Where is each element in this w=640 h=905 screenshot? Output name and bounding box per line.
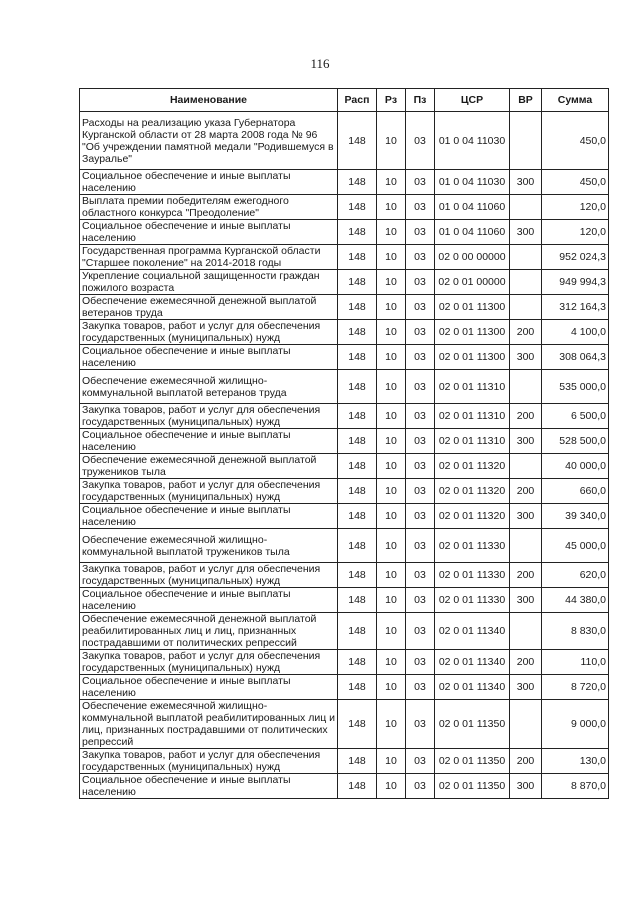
table-row [80,529,609,563]
table-row [80,479,609,504]
row-pz: 03 [406,454,435,479]
row-sum: 110,0 [542,650,609,675]
row-csr: 02 0 01 11340 [435,650,510,675]
row-csr: 02 0 01 11310 [435,370,510,404]
row-name: Социальное обеспечение и иные выплаты населению [80,345,338,370]
row-sum: 450,0 [542,112,609,170]
table-row [80,588,609,613]
row-sum: 9 000,0 [542,700,609,749]
row-rz: 10 [377,170,406,195]
row-rz: 10 [377,404,406,429]
row-sum: 120,0 [542,220,609,245]
row-vr [510,370,542,404]
row-pz: 03 [406,370,435,404]
row-pz: 03 [406,195,435,220]
row-pz: 03 [406,404,435,429]
table-row [80,345,609,370]
row-csr: 02 0 01 11320 [435,479,510,504]
row-vr [510,454,542,479]
row-csr: 02 0 01 11350 [435,774,510,799]
row-name: Выплата премии победителям ежегодного областного конкурса "Преодоление" [80,195,338,220]
table-row [80,245,609,270]
row-name: Закупка товаров, работ и услуг для обеспечения государственных (муниципальных) нужд [80,650,338,675]
row-rasp: 148 [338,245,377,270]
row-sum: 40 000,0 [542,454,609,479]
table-row [80,454,609,479]
table-row [80,675,609,700]
row-name: Обеспечение ежемесячной денежной выплатой ветеранов труда [80,295,338,320]
row-pz: 03 [406,295,435,320]
table-row [80,504,609,529]
row-rz: 10 [377,295,406,320]
row-rz: 10 [377,700,406,749]
row-sum: 8 720,0 [542,675,609,700]
row-pz: 03 [406,749,435,774]
row-name: Расходы на реализацию указа Губернатора Курганской области от 28 марта 2008 года № 96 "Об учреждении памятной медали "Родившемуся в Зауралье" [80,112,338,170]
row-rasp: 148 [338,479,377,504]
header-pz: Пз [406,89,435,112]
row-sum: 450,0 [542,170,609,195]
header-sum: Сумма [542,89,609,112]
row-csr: 02 0 01 11300 [435,345,510,370]
row-name: Обеспечение ежемесячной денежной выплатой реабилитированных лиц и лиц, признанных пострадавшими от политических репрессий [80,613,338,650]
row-rz: 10 [377,112,406,170]
row-csr: 02 0 01 11300 [435,295,510,320]
table-row [80,220,609,245]
row-rz: 10 [377,650,406,675]
row-pz: 03 [406,504,435,529]
row-csr: 01 0 04 11030 [435,112,510,170]
row-sum: 120,0 [542,195,609,220]
row-csr: 02 0 01 11330 [435,588,510,613]
row-rasp: 148 [338,370,377,404]
row-name: Государственная программа Курганской области "Старшее поколение" на 2014-2018 годы [80,245,338,270]
row-rasp: 148 [338,529,377,563]
row-sum: 8 870,0 [542,774,609,799]
row-vr: 200 [510,479,542,504]
row-rz: 10 [377,429,406,454]
row-vr: 200 [510,749,542,774]
row-rz: 10 [377,479,406,504]
row-csr: 01 0 04 11060 [435,220,510,245]
table-row [80,270,609,295]
row-csr: 02 0 01 11320 [435,504,510,529]
row-csr: 01 0 04 11030 [435,170,510,195]
table-body [80,112,609,799]
row-csr: 02 0 01 11310 [435,429,510,454]
table-row [80,112,609,170]
row-sum: 44 380,0 [542,588,609,613]
row-rz: 10 [377,345,406,370]
row-name: Обеспечение ежемесячной жилищно-коммунальной выплатой тружеников тыла [80,529,338,563]
row-vr: 200 [510,650,542,675]
table-row [80,774,609,799]
row-vr: 300 [510,504,542,529]
table-row [80,295,609,320]
row-csr: 02 0 01 11310 [435,404,510,429]
row-vr [510,112,542,170]
row-rasp: 148 [338,220,377,245]
row-vr [510,270,542,295]
header-rz: Рз [377,89,406,112]
row-rasp: 148 [338,675,377,700]
row-sum: 130,0 [542,749,609,774]
row-rasp: 148 [338,320,377,345]
table-row [80,613,609,650]
row-name: Закупка товаров, работ и услуг для обеспечения государственных (муниципальных) нужд [80,479,338,504]
row-rz: 10 [377,749,406,774]
row-rasp: 148 [338,170,377,195]
row-name: Закупка товаров, работ и услуг для обеспечения государственных (муниципальных) нужд [80,404,338,429]
row-name: Социальное обеспечение и иные выплаты населению [80,774,338,799]
row-rasp: 148 [338,700,377,749]
row-name: Закупка товаров, работ и услуг для обеспечения государственных (муниципальных) нужд [80,563,338,588]
row-pz: 03 [406,613,435,650]
row-pz: 03 [406,270,435,295]
row-vr [510,195,542,220]
row-rasp: 148 [338,650,377,675]
row-rasp: 148 [338,613,377,650]
row-sum: 39 340,0 [542,504,609,529]
row-sum: 535 000,0 [542,370,609,404]
table-row [80,320,609,345]
row-csr: 02 0 01 11300 [435,320,510,345]
row-sum: 620,0 [542,563,609,588]
row-name: Обеспечение ежемесячной жилищно-коммунальной выплатой реабилитированных лиц и лиц, признанных пострадавшими от политических репрессий [80,700,338,749]
header-csr: ЦСР [435,89,510,112]
row-sum: 308 064,3 [542,345,609,370]
row-rasp: 148 [338,504,377,529]
table-row [80,404,609,429]
table-row [80,170,609,195]
row-rz: 10 [377,195,406,220]
row-pz: 03 [406,220,435,245]
row-sum: 312 164,3 [542,295,609,320]
row-sum: 6 500,0 [542,404,609,429]
row-csr: 02 0 01 11340 [435,613,510,650]
row-rasp: 148 [338,295,377,320]
row-name: Социальное обеспечение и иные выплаты населению [80,220,338,245]
row-pz: 03 [406,774,435,799]
row-pz: 03 [406,650,435,675]
table-row [80,429,609,454]
row-vr: 300 [510,345,542,370]
row-vr: 200 [510,563,542,588]
row-pz: 03 [406,588,435,613]
row-pz: 03 [406,245,435,270]
row-rasp: 148 [338,195,377,220]
row-pz: 03 [406,700,435,749]
row-vr [510,700,542,749]
row-rz: 10 [377,529,406,563]
row-pz: 03 [406,529,435,563]
row-rz: 10 [377,454,406,479]
row-vr: 200 [510,320,542,345]
row-csr: 01 0 04 11060 [435,195,510,220]
row-name: Социальное обеспечение и иные выплаты населению [80,588,338,613]
row-name: Обеспечение ежемесячной жилищно-коммунальной выплатой ветеранов труда [80,370,338,404]
row-rasp: 148 [338,112,377,170]
row-rz: 10 [377,588,406,613]
row-vr: 200 [510,404,542,429]
row-name: Закупка товаров, работ и услуг для обеспечения государственных (муниципальных) нужд [80,320,338,345]
row-name: Социальное обеспечение и иные выплаты населению [80,170,338,195]
row-pz: 03 [406,345,435,370]
row-rz: 10 [377,320,406,345]
row-rz: 10 [377,563,406,588]
row-csr: 02 0 01 11350 [435,700,510,749]
row-pz: 03 [406,112,435,170]
table-row [80,749,609,774]
row-csr: 02 0 01 11340 [435,675,510,700]
row-vr [510,295,542,320]
row-vr: 300 [510,170,542,195]
row-vr: 300 [510,675,542,700]
table-row [80,563,609,588]
row-vr [510,245,542,270]
row-rasp: 148 [338,749,377,774]
row-rz: 10 [377,613,406,650]
row-rasp: 148 [338,345,377,370]
row-pz: 03 [406,563,435,588]
row-rasp: 148 [338,270,377,295]
row-name: Закупка товаров, работ и услуг для обеспечения государственных (муниципальных) нужд [80,749,338,774]
row-csr: 02 0 01 11350 [435,749,510,774]
row-vr [510,613,542,650]
row-rz: 10 [377,675,406,700]
row-rz: 10 [377,245,406,270]
row-rz: 10 [377,774,406,799]
row-name: Укрепление социальной защищенности граждан пожилого возраста [80,270,338,295]
row-vr: 300 [510,588,542,613]
row-rasp: 148 [338,563,377,588]
row-csr: 02 0 00 00000 [435,245,510,270]
row-name: Социальное обеспечение и иные выплаты населению [80,504,338,529]
row-rasp: 148 [338,404,377,429]
row-rz: 10 [377,220,406,245]
row-sum: 45 000,0 [542,529,609,563]
header-rasp: Расп [338,89,377,112]
table-row [80,370,609,404]
row-sum: 4 100,0 [542,320,609,345]
header-name: Наименование [80,89,338,112]
row-rasp: 148 [338,454,377,479]
table-header-row [80,89,609,112]
row-name: Социальное обеспечение и иные выплаты населению [80,429,338,454]
row-sum: 8 830,0 [542,613,609,650]
row-pz: 03 [406,675,435,700]
table-row [80,650,609,675]
row-vr [510,529,542,563]
row-sum: 660,0 [542,479,609,504]
table-row [80,195,609,220]
row-rasp: 148 [338,774,377,799]
row-sum: 952 024,3 [542,245,609,270]
row-sum: 949 994,3 [542,270,609,295]
row-vr: 300 [510,774,542,799]
row-pz: 03 [406,429,435,454]
row-rz: 10 [377,270,406,295]
page-number: 116 [310,56,330,71]
row-vr: 300 [510,220,542,245]
row-pz: 03 [406,170,435,195]
row-csr: 02 0 01 11330 [435,529,510,563]
row-rasp: 148 [338,588,377,613]
row-name: Социальное обеспечение и иные выплаты населению [80,675,338,700]
row-rz: 10 [377,504,406,529]
row-vr: 300 [510,429,542,454]
row-name: Обеспечение ежемесячной денежной выплатой тружеников тыла [80,454,338,479]
budget-table [79,88,609,799]
row-pz: 03 [406,479,435,504]
row-rasp: 148 [338,429,377,454]
row-rz: 10 [377,370,406,404]
row-pz: 03 [406,320,435,345]
row-csr: 02 0 01 11330 [435,563,510,588]
row-sum: 528 500,0 [542,429,609,454]
row-csr: 02 0 01 11320 [435,454,510,479]
row-csr: 02 0 01 00000 [435,270,510,295]
table-row [80,700,609,749]
header-vr: ВР [510,89,542,112]
